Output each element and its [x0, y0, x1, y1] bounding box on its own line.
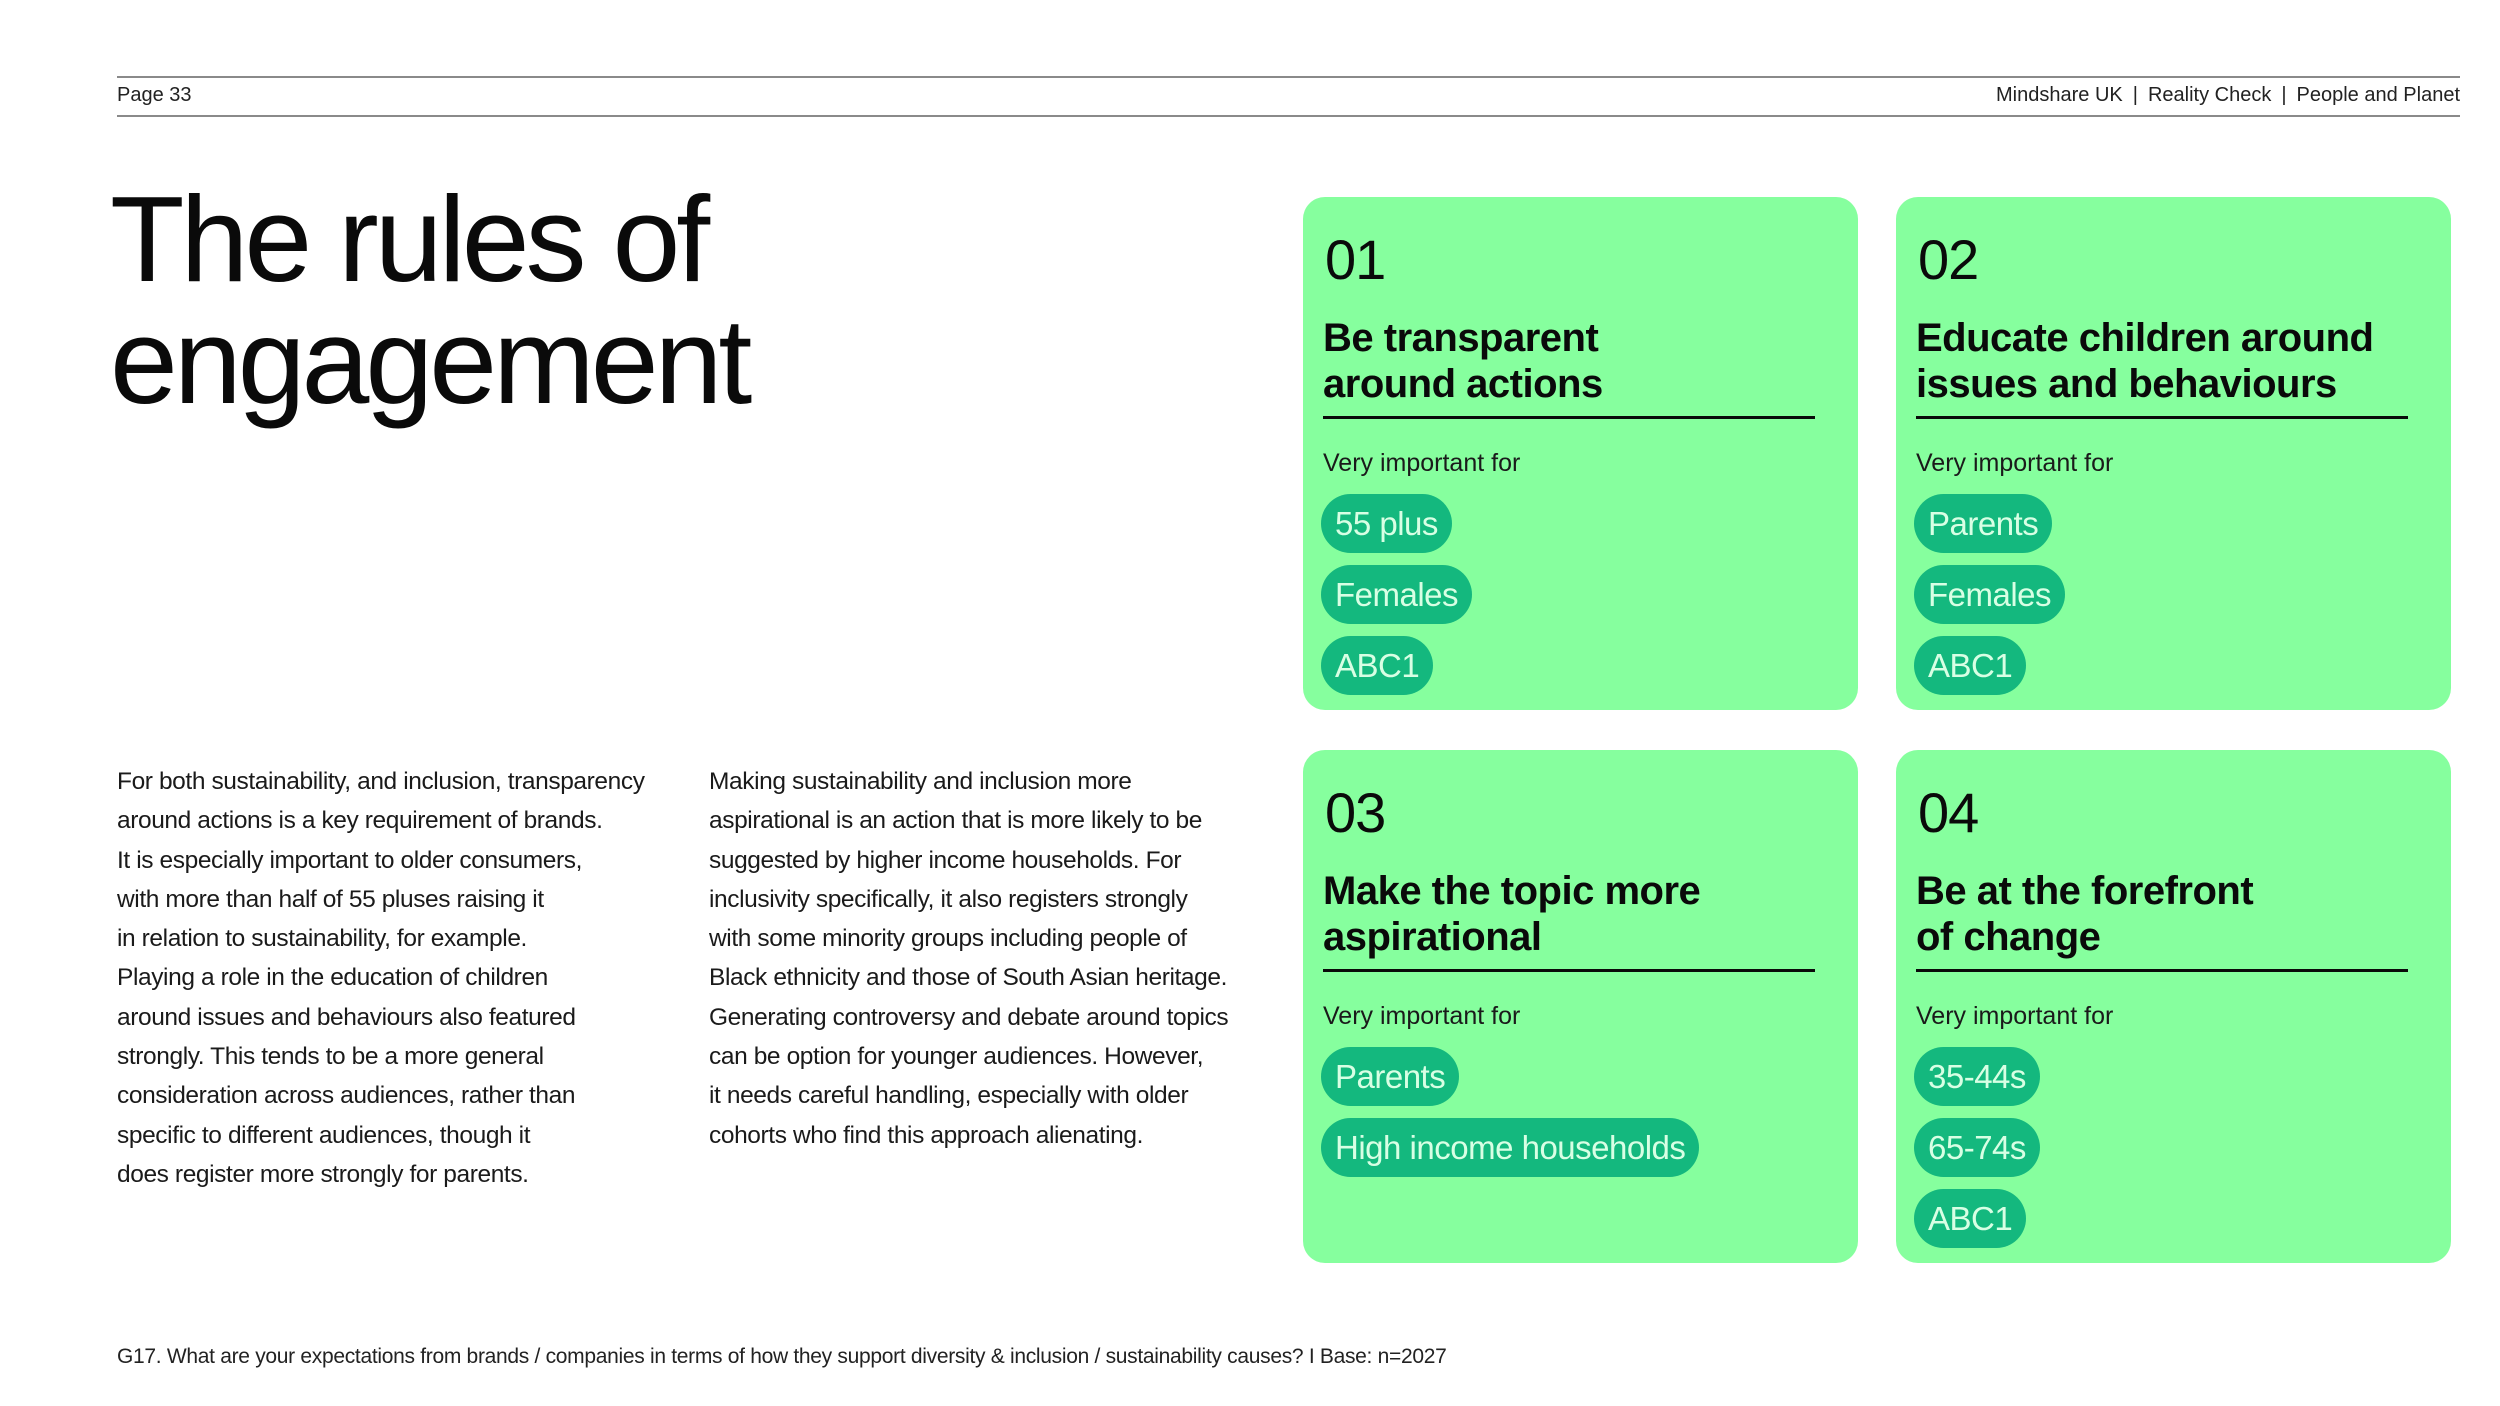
card-heading-rule [1323, 416, 1815, 419]
card-importance-label: Very important for [1323, 449, 1521, 477]
audience-tag: 55 plus [1321, 494, 1452, 553]
body-line: strongly. This tends to be a more general [117, 1043, 544, 1071]
body-line: Making sustainability and inclusion more [709, 768, 1132, 795]
footnote: G17. What are your expectations from brands / companies in terms of how they support diversity & inclusion / sustainability causes? I Base: n=2027 [117, 1345, 1447, 1368]
audience-tag: ABC1 [1321, 636, 1433, 695]
audience-tag: ABC1 [1914, 1189, 2026, 1248]
audience-tag: Females [1321, 565, 1472, 624]
header-rule-top [117, 76, 2460, 78]
body-line: around issues and behaviours also featured [117, 1003, 576, 1031]
body-column-right [709, 762, 1269, 1155]
body-line: around actions is a key requirement of brands. [117, 807, 603, 835]
card-number: 01 [1325, 228, 1386, 291]
card-heading-line: issues and behaviours [1916, 362, 2337, 406]
title-line: engagement [110, 293, 749, 429]
page-title [110, 171, 749, 429]
card-tag-list [1321, 494, 1472, 707]
body-column-left [117, 762, 677, 1194]
body-line: can be option for younger audiences. However, [709, 1043, 1204, 1071]
page-number: Page 33 [117, 84, 192, 106]
card-heading-rule [1323, 969, 1815, 972]
body-line: For both sustainability, and inclusion, transparency [117, 768, 645, 795]
breadcrumb-item: Mindshare UK [1996, 84, 2123, 106]
card-heading-line: Be at the forefront [1916, 869, 2254, 913]
title-line: The rules of [110, 171, 707, 307]
body-line: it needs careful handling, especially with older [709, 1082, 1189, 1110]
audience-tag: 65-74s [1914, 1118, 2040, 1177]
breadcrumb [1996, 84, 2460, 107]
card-importance-label: Very important for [1916, 1002, 2114, 1030]
breadcrumb-separator: | [2132, 84, 2138, 106]
card-heading [1916, 868, 2408, 960]
card-tag-list [1914, 494, 2065, 707]
body-line: specific to different audiences, though it [117, 1121, 531, 1149]
card-importance-label: Very important for [1916, 449, 2114, 477]
breadcrumb-item: Reality Check [2147, 84, 2272, 106]
body-line: with more than half of 55 pluses raising it [117, 885, 544, 913]
body-line: Generating controversy and debate around topics [709, 1003, 1229, 1031]
card-number: 02 [1918, 228, 1979, 291]
card-importance-label: Very important for [1323, 1002, 1521, 1030]
card-tag-list [1914, 1047, 2040, 1260]
card-heading [1323, 315, 1815, 407]
audience-tag: High income households [1321, 1118, 1699, 1177]
body-line: in relation to sustainability, for example. [117, 925, 527, 953]
card-heading-line: Make the topic more [1323, 869, 1701, 913]
card-heading-line: around actions [1323, 362, 1603, 406]
body-line: It is especially important to older consumers, [117, 846, 582, 874]
engagement-card-01 [1303, 197, 1858, 710]
audience-tag: 35-44s [1914, 1047, 2040, 1106]
breadcrumb-item: People and Planet [2296, 84, 2460, 106]
audience-tag: Parents [1321, 1047, 1459, 1106]
card-heading-line: of change [1916, 915, 2101, 959]
body-line: with some minority groups including people of [709, 925, 1187, 953]
audience-tag: Parents [1914, 494, 2052, 553]
card-heading [1323, 868, 1815, 960]
body-line: consideration across audiences, rather than [117, 1082, 576, 1110]
card-heading-line: Be transparent [1323, 316, 1599, 360]
card-number: 04 [1918, 781, 1979, 844]
card-tag-list [1321, 1047, 1699, 1189]
body-line: cohorts who find this approach alienating. [709, 1121, 1144, 1149]
card-heading-line: Educate children around [1916, 316, 2374, 360]
header-rule-bottom [117, 115, 2460, 117]
card-heading [1916, 315, 2408, 407]
engagement-card-02 [1896, 197, 2451, 710]
audience-tag: ABC1 [1914, 636, 2026, 695]
engagement-card-04 [1896, 750, 2451, 1263]
breadcrumb-separator: | [2281, 84, 2287, 106]
card-heading-rule [1916, 969, 2408, 972]
body-line: does register more strongly for parents. [117, 1160, 529, 1188]
body-line: inclusivity specifically, it also registers strongly [709, 885, 1188, 913]
body-line: Playing a role in the education of children [117, 964, 548, 992]
card-heading-line: aspirational [1323, 915, 1542, 959]
body-line: suggested by higher income households. For [709, 846, 1182, 874]
card-number: 03 [1325, 781, 1386, 844]
card-heading-rule [1916, 416, 2408, 419]
audience-tag: Females [1914, 565, 2065, 624]
body-line: Black ethnicity and those of South Asian heritage. [709, 964, 1227, 992]
body-line: aspirational is an action that is more likely to be [709, 807, 1202, 835]
engagement-card-03 [1303, 750, 1858, 1263]
